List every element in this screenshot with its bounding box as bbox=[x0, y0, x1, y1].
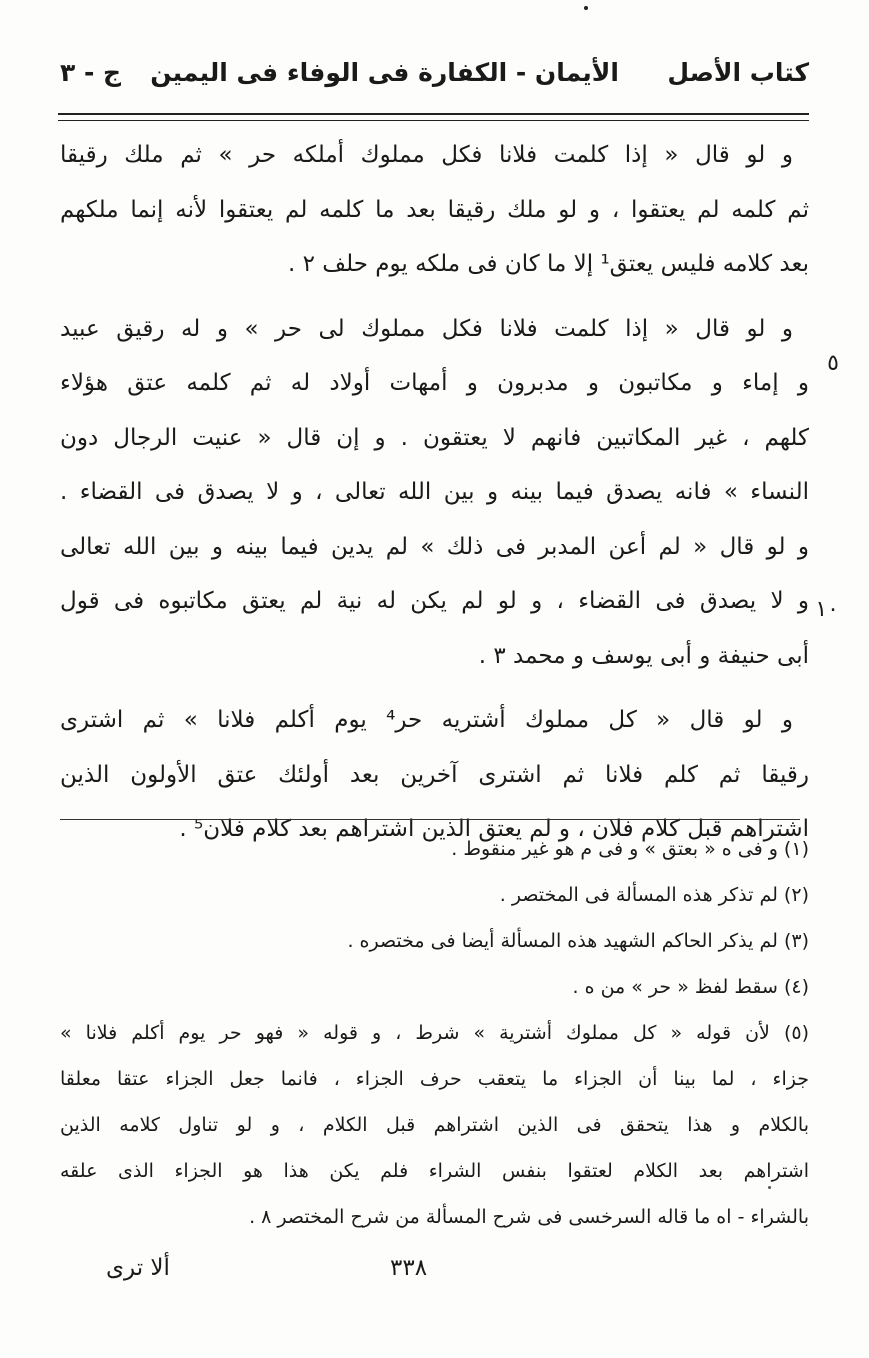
footnote-5-line: جزاء ، لما بينا أن الجزاء ما يتعقب حرف الجزاء ، فانما جعل الجزاء عتقا معلقا bbox=[60, 1068, 809, 1090]
text-line: أبى حنيفة و أبى يوسف و محمد ٣ . bbox=[478, 642, 809, 669]
book-title: كتاب الأصل bbox=[667, 58, 809, 87]
text-line-content: و إماء و مكاتبون و مدبرون و أمهات أولاد له ثم كلمه عتق هؤلاء bbox=[60, 370, 809, 396]
text-line: اشتراهم قبل كلام فلان ، و لم يعتق الذين اشتراهم بعد كلام فلان⁵ . bbox=[179, 816, 809, 842]
line-number-10: ١٠ bbox=[815, 597, 839, 622]
text-line: و لو قال « لم أعن المدبر فى ذلك » لم يدين فيما بينه و بين الله تعالى bbox=[60, 533, 809, 560]
section-title: الأيمان - الكفارة فى الوفاء فى اليمين bbox=[150, 58, 619, 87]
footnote-5-line: بالكلام و هذا يتحقق فى الذين اشتراهم قبل الكلام ، و لو تناول كلامه الذين bbox=[60, 1114, 809, 1136]
text-line: و لو قال « إذا كلمت فلانا فكل مملوك لى حر » و له رقيق عبيد bbox=[60, 315, 793, 342]
ink-speck bbox=[768, 1186, 771, 1189]
volume-number: ج - ٣ bbox=[60, 58, 122, 87]
footnotes bbox=[60, 826, 809, 1240]
header-rule-thin bbox=[58, 120, 809, 121]
footnote-separator bbox=[60, 819, 800, 820]
ink-dot bbox=[584, 6, 588, 10]
footnote-5-line: بالشراء - اه ما قاله السرخسى فى شرح المسألة من شرح المختصر ٨ . bbox=[249, 1206, 809, 1228]
text-line: النساء » فانه يصدق فيما بينه و بين الله تعالى ، و لا يصدق فى القضاء . bbox=[60, 479, 809, 505]
footnote-2: (٢) لم تذكر هذه المسألة فى المختصر . bbox=[499, 884, 809, 906]
paragraph-2 bbox=[60, 302, 809, 684]
page-footer bbox=[60, 1255, 809, 1295]
text-line: و لو قال « إذا كلمت فلانا فكل مملوك أملكه حر » ثم ملك رقيقا bbox=[60, 142, 793, 168]
page-number: ٣٣٨ bbox=[390, 1255, 428, 1281]
paragraph-1 bbox=[60, 128, 809, 292]
text-line: رقيقا ثم كلم فلانا ثم اشترى آخرين بعد أولئك عتق الأولون الذين bbox=[60, 761, 809, 788]
main-text bbox=[60, 128, 809, 867]
text-line: كلهم ، غير المكاتبين فانهم لا يعتقون . و إن قال « عنيت الرجال دون bbox=[60, 424, 809, 451]
footnote-4: (٤) سقط لفظ « حر » من ه . bbox=[572, 976, 809, 998]
footnote-3: (٣) لم يذكر الحاكم الشهيد هذه المسألة أيضا فى مختصره . bbox=[347, 930, 809, 952]
footnote-5-line: اشتراهم بعد الكلام لعتقوا بنفس الشراء فلم يكن هذا هو الجزاء الذى علقه bbox=[60, 1160, 809, 1182]
running-header bbox=[60, 58, 809, 108]
text-line: و لو قال « كل مملوك أشتريه حر⁴ يوم أكلم فلانا » ثم اشترى bbox=[60, 707, 793, 733]
footnote-1: (١) و فى ه « بعتق » و فى م هو غير منقوط . bbox=[451, 838, 809, 860]
text-line bbox=[60, 356, 809, 411]
catchword: ألا ترى bbox=[106, 1255, 170, 1281]
footnote-5-line: (٥) لأن قوله « كل مملوك أشترية » شرط ، و قوله « فهو حر يوم أكلم فلانا » bbox=[60, 1022, 809, 1044]
header-rule-thick bbox=[58, 113, 809, 115]
text-line: و لا يصدق فى القضاء ، و لو لم يكن له نية لم يعتق مكاتبوه فى قول bbox=[60, 588, 809, 614]
line-number-5: ٥ bbox=[827, 351, 839, 376]
text-line: بعد كلامه فليس يعتق¹ إلا ما كان فى ملكه يوم حلف ٢ . bbox=[287, 251, 809, 277]
text-line: ثم كلمه لم يعتقوا ، و لو ملك رقيقا بعد ما كلمه لم يعتقوا لأنه إنما ملكهم bbox=[60, 196, 809, 223]
